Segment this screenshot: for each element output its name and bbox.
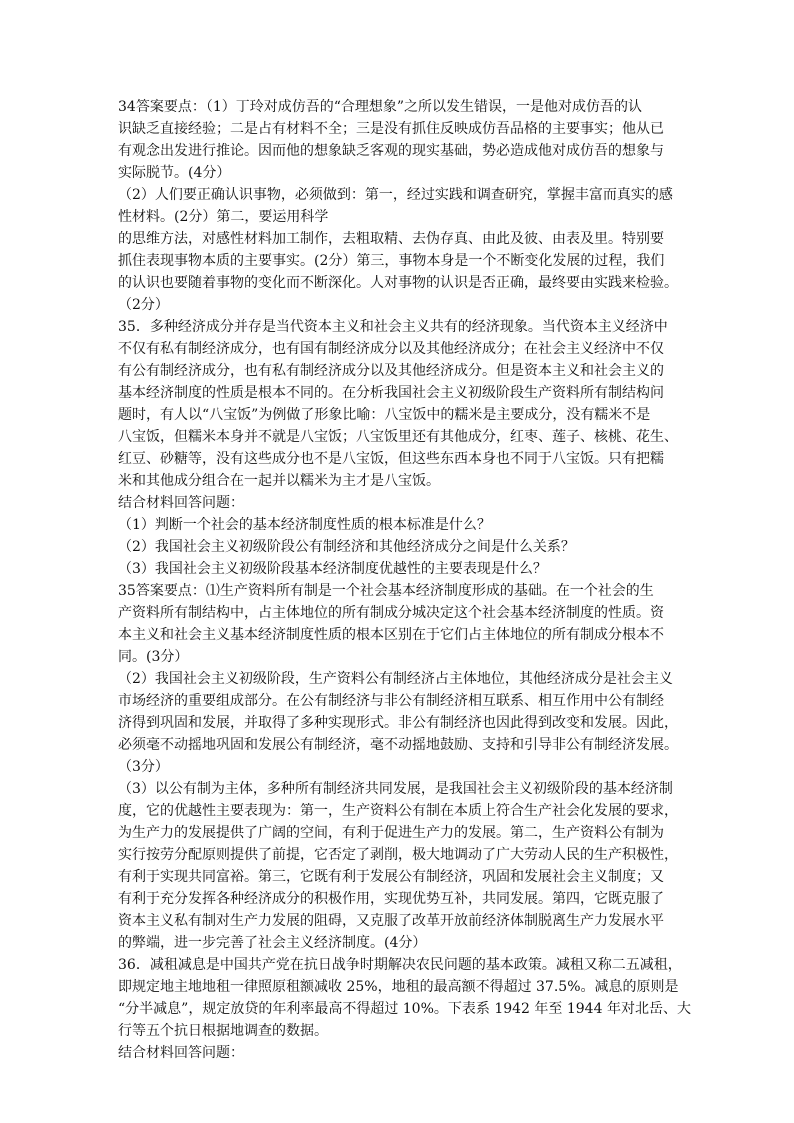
text-line: 35．多种经济成分并存是当代资本主义和社会主义共有的经济现象。当代资本主义经济中 [118,319,668,335]
text-line: 资本主义私有制对生产力发展的阻碍，又克服了改革开放前经济体制脱离生产力发展水平 [118,913,664,929]
text-line: 即规定地主地地租一律照原租额减收 25%，地租的最高额不得超过 37.5%。减息的原则是 [118,979,679,995]
text-line: （1）判断一个社会的基本经济制度性质的根本标准是什么？ [118,517,491,533]
text-line: 度，它的优越性主要表现为：第一，生产资料公有制在本质上符合生产社会化发展的要求， [118,803,678,819]
text-line: 结合材料回答问题： [118,1045,244,1061]
text-line: 有利于实现共同富裕。第三，它既有利于发展公有制经济，巩固和发展社会主义制度；又 [118,869,664,885]
text-line: 行等五个抗日根据地调查的数据。 [118,1023,328,1039]
text-line: 的弊端，进一步完善了社会主义经济制度。(4分） [118,935,427,951]
text-line: 的思维方法，对感性材料加工制作，去粗取精、去伪存真、由此及彼、由表及里。特别要 [118,231,664,247]
text-line: 为生产力的发展提供了广阔的空间，有利于促进生产力的发展。第二，生产资料公有制为 [118,825,664,841]
text-line: “分半减息”，规定放贷的年利率最高不得超过 10%。下表系 1942 年至 1944 年对北岳、大 [118,1001,691,1017]
text-line: （2）人们要正确认识事物，必须做到：第一，经过实践和调查研究，掌握丰富而真实的感 [118,187,673,203]
text-line: 有公有制经济成分，也有私有制经济成分以及其他经济成分。但是资本主义和社会主义的 [118,363,664,379]
text-line: 八宝饭，但糯米本身并不就是八宝饭；八宝饭里还有其他成分，红枣、莲子、核桃、花生、 [118,429,678,445]
text-line: 36．减租减息是中国共产党在抗日战争时期解决农民问题的基本政策。减租又称二五减租， [118,957,682,973]
text-line: （3）以公有制为主体，多种所有制经济共同发展，是我国社会主义初级阶段的基本经济制 [118,781,673,797]
text-line: 同。(3分） [118,649,189,665]
text-line: 济得到巩固和发展，并取得了多种实现形式。非公有制经济也因此得到改变和发展。因此， [118,715,678,731]
text-line: （3）我国社会主义初级阶段基本经济制度优越性的主要表现是什么？ [118,561,547,577]
text-line: （2）我国社会主义初级阶段公有制经济和其他经济成分之间是什么关系？ [118,539,575,555]
document-page [118,96,691,1064]
text-line: 红豆、砂糖等，没有这些成分也不是八宝饭，但这些东西本身也不同于八宝饭。只有把糯 [118,451,664,467]
text-line: 35答案要点：⑴生产资料所有制是一个社会基本经济制度形成的基础。在一个社会的生 [118,583,654,599]
text-line: 市场经济的重要组成部分。在公有制经济与非公有制经济相互联系、相互作用中公有制经 [118,693,664,709]
text-line: 抓住表现事物本质的主要事实。(2分）第三，事物本身是一个不断变化发展的过程，我们 [118,253,665,269]
text-line: 基本经济制度的性质是根本不同的。在分析我国社会主义初级阶段生产资料所有制结构问 [118,385,664,401]
text-line: 题时，有人以“八宝饭”为例做了形象比喻：八宝饭中的糯米是主要成分，没有糯米不是 [118,407,651,423]
text-line: 必须毫不动摇地巩固和发展公有制经济，毫不动摇地鼓励、支持和引导非公有制经济发展。 [118,737,678,753]
text-line: 本主义和社会主义基本经济制度性质的根本区别在于它们占主体地位的所有制成分根本不 [118,627,664,643]
text-line: 有利于充分发挥各种经济成分的积极作用，实现优势互补，共同发展。第四，它既克服了 [118,891,664,907]
text-line: 34答案要点：（1）丁玲对成仿吾的“合理想象”之所以发生错误，一是他对成仿吾的认 [118,99,643,115]
text-line: （3分） [118,759,169,775]
text-line: 米和其他成分组合在一起并以糯米为主才是八宝饭。 [118,473,440,489]
text-line: 不仅有私有制经济成分，也有国有制经济成分以及其他经济成分；在社会主义经济中不仅 [118,341,664,357]
text-line: 的认识也要随着事物的变化而不断深化。人对事物的认识是否正确，最终要由实践来检验。 [118,275,678,291]
text-line: 结合材料回答问题： [118,495,244,511]
text-line: 实行按劳分配原则提供了前提，它否定了剥削，极大地调动了广大劳动人民的生产积极性， [118,847,678,863]
text-line: 产资料所有制结构中，占主体地位的所有制成分城决定这个社会基本经济制度的性质。资 [118,605,664,621]
text-line: 实际脱节。(4分） [118,165,231,181]
text-line: 有观念出发进行推论。因而他的想象缺乏客观的现实基础，势必造成他对成仿吾的想象与 [118,143,664,159]
text-line: （2分） [118,297,169,313]
text-line: 性材料。(2分）第二，要运用科学 [118,209,329,225]
text-line: 识缺乏直接经验；二是占有材料不全；三是没有抓住反映成仿吾品格的主要事实；他从已 [118,121,664,137]
text-line: （2）我国社会主义初级阶段，生产资料公有制经济占主体地位，其他经济成分是社会主义 [118,671,673,687]
